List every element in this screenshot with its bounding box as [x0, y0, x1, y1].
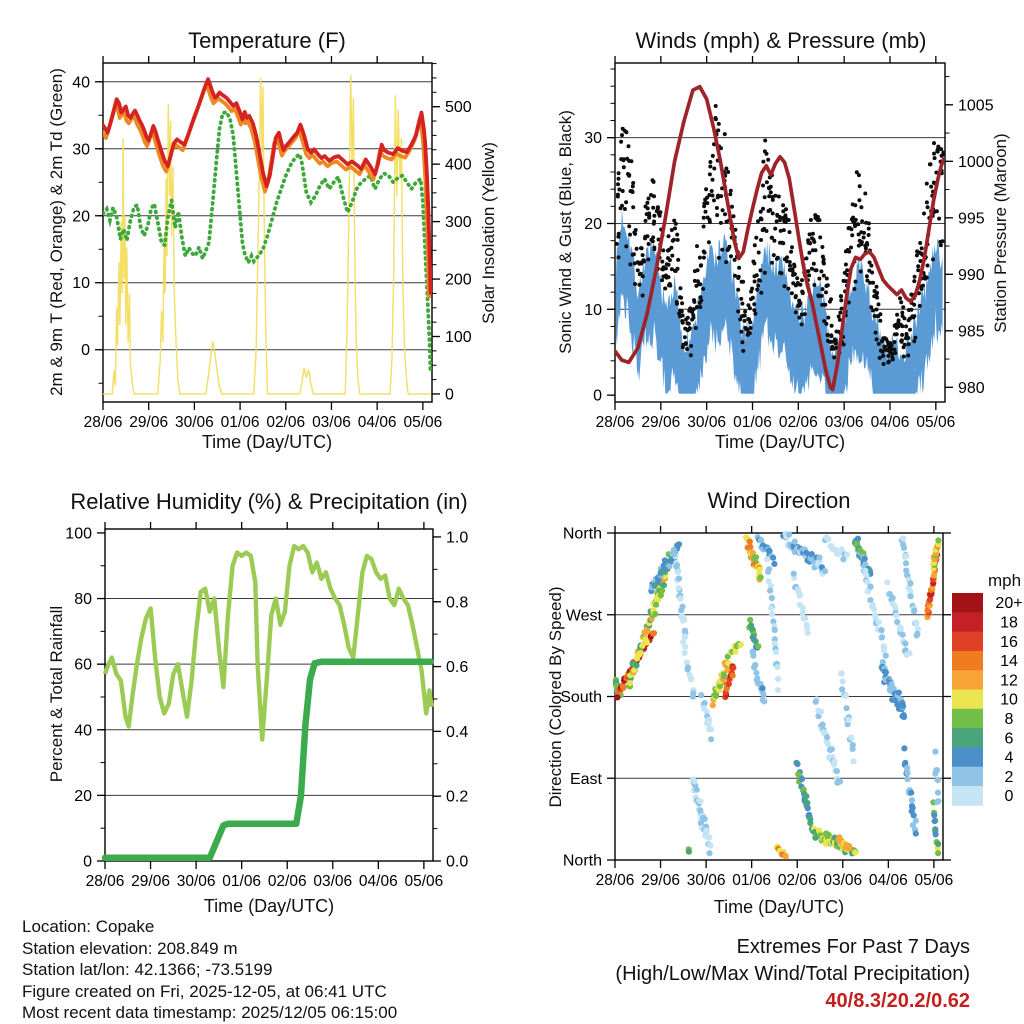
svg-text:02/06: 02/06 — [778, 414, 818, 431]
svg-text:12: 12 — [1000, 672, 1018, 690]
svg-text:05/06: 05/06 — [914, 872, 954, 889]
svg-text:8: 8 — [1004, 710, 1014, 728]
y-axis-label-pressure-right: Station Pressure (Maroon) — [991, 133, 1010, 333]
station-latlon: Station lat/lon: 42.1366; -73.5199 — [22, 960, 273, 979]
temperature-plot — [101, 75, 430, 394]
svg-text:30/06: 30/06 — [176, 873, 216, 890]
svg-text:16: 16 — [1000, 633, 1018, 651]
svg-text:01/06: 01/06 — [733, 414, 772, 431]
extremes-values: 40/8.3/20.2/0.62 — [825, 990, 970, 1012]
svg-text:6: 6 — [1004, 730, 1014, 748]
colorbar-title: mph — [988, 571, 1022, 590]
most-recent-data-timestamp: Most recent data timestamp: 2025/12/05 06:15:00 — [22, 1003, 398, 1022]
svg-text:0: 0 — [445, 386, 454, 404]
chart-title-wind-direction: Wind Direction — [707, 488, 851, 513]
svg-text:0.4: 0.4 — [446, 723, 469, 741]
svg-text:18: 18 — [1000, 614, 1018, 632]
svg-text:2: 2 — [1004, 768, 1014, 786]
svg-text:30/06: 30/06 — [687, 414, 727, 431]
svg-text:0: 0 — [83, 853, 92, 871]
humidity-line — [105, 546, 432, 740]
station-location: Location: Copake — [22, 917, 155, 936]
svg-text:05/06: 05/06 — [404, 873, 444, 890]
winds-pressure-plot — [615, 87, 946, 394]
station-elevation: Station elevation: 208.849 m — [22, 938, 238, 958]
svg-text:04/06: 04/06 — [358, 873, 398, 890]
svg-text:40: 40 — [72, 74, 90, 92]
svg-text:980: 980 — [958, 379, 985, 397]
sonic-wind-area — [616, 207, 943, 393]
svg-text:0.8: 0.8 — [446, 594, 469, 612]
humidity-precip-plot — [105, 546, 432, 858]
svg-text:0.0: 0.0 — [446, 853, 469, 871]
svg-text:1.0: 1.0 — [446, 529, 469, 547]
svg-text:80: 80 — [74, 591, 92, 609]
svg-text:03/06: 03/06 — [823, 872, 863, 889]
temp-2m-line — [103, 79, 431, 293]
svg-text:29/06: 29/06 — [131, 873, 170, 890]
svg-text:North: North — [562, 525, 602, 543]
svg-text:03/06: 03/06 — [313, 873, 353, 890]
svg-text:20: 20 — [74, 787, 92, 805]
svg-text:100: 100 — [445, 328, 472, 346]
x-axis-label-humidity: Time (Day/UTC) — [203, 896, 335, 916]
svg-text:1005: 1005 — [958, 97, 994, 115]
svg-text:20: 20 — [72, 208, 90, 226]
svg-text:04/06: 04/06 — [870, 414, 910, 431]
y-axis-label-solar-right: Solar Insolation (Yellow) — [479, 142, 498, 324]
svg-text:0: 0 — [81, 342, 90, 360]
svg-text:30: 30 — [72, 141, 90, 159]
svg-text:01/06: 01/06 — [222, 873, 262, 890]
speed-colorbar — [952, 593, 1023, 806]
svg-text:29/06: 29/06 — [129, 414, 169, 431]
svg-text:01/06: 01/06 — [732, 872, 772, 889]
svg-text:0: 0 — [1004, 788, 1014, 806]
svg-text:200: 200 — [445, 271, 472, 289]
svg-text:500: 500 — [445, 99, 472, 117]
svg-text:300: 300 — [445, 214, 472, 232]
svg-text:South: South — [560, 689, 602, 706]
svg-text:100: 100 — [65, 525, 92, 543]
svg-text:4: 4 — [1004, 749, 1014, 767]
y-axis-label-wind-left: Sonic Wind & Gust (Blue, Black) — [556, 110, 575, 354]
chart-title-humidity-precip: Relative Humidity (%) & Precipitation (in) — [70, 489, 468, 514]
svg-text:05/06: 05/06 — [916, 414, 956, 431]
figure-created-timestamp: Figure created on Fri, 2025-12-05, at 06:41 UTC — [22, 981, 387, 1001]
svg-text:20: 20 — [584, 215, 602, 233]
svg-text:10: 10 — [72, 275, 90, 293]
svg-text:20+: 20+ — [995, 595, 1023, 613]
svg-text:60: 60 — [74, 656, 92, 674]
y-axis-label-temperature-left: 2m & 9m T (Red, Orange) & 2m Td (Green) — [47, 68, 66, 396]
svg-text:30/06: 30/06 — [174, 414, 214, 431]
svg-text:1000: 1000 — [958, 153, 994, 171]
svg-text:400: 400 — [445, 156, 472, 174]
svg-text:985: 985 — [958, 323, 985, 341]
svg-text:28/06: 28/06 — [595, 414, 635, 431]
svg-text:30: 30 — [584, 130, 602, 148]
x-axis-label-wind-direction: Time (Day/UTC) — [713, 897, 845, 917]
svg-text:02/06: 02/06 — [267, 873, 307, 890]
svg-text:03/06: 03/06 — [312, 414, 351, 431]
svg-text:04/06: 04/06 — [357, 414, 397, 431]
svg-text:14: 14 — [1000, 653, 1018, 671]
wind-direction-dots — [613, 531, 942, 860]
svg-text:0.6: 0.6 — [446, 659, 469, 677]
y-axis-label-humidity-left: Percent & Total Rainfall — [47, 605, 66, 783]
page-title: Temperature (F) — [188, 28, 346, 53]
extremes-subheading: (High/Low/Max Wind/Total Precipitation) — [615, 963, 970, 985]
y-axis-label-direction-left: Direction (Colored By Speed) — [546, 586, 565, 808]
svg-text:28/06: 28/06 — [83, 414, 123, 431]
svg-text:10: 10 — [1000, 691, 1018, 709]
x-axis-label-temperature: Time (Day/UTC) — [201, 432, 333, 452]
extremes-summary — [615, 934, 970, 1015]
svg-text:28/06: 28/06 — [85, 873, 125, 890]
svg-text:995: 995 — [958, 210, 985, 228]
svg-text:03/06: 03/06 — [824, 414, 864, 431]
svg-text:40: 40 — [74, 722, 92, 740]
svg-text:04/06: 04/06 — [868, 872, 908, 889]
svg-text:29/06: 29/06 — [641, 414, 681, 431]
svg-text:30/06: 30/06 — [686, 872, 726, 889]
svg-text:05/06: 05/06 — [403, 414, 443, 431]
svg-text:10: 10 — [584, 301, 602, 319]
svg-text:01/06: 01/06 — [220, 414, 260, 431]
winds-pressure-axes — [584, 56, 993, 431]
svg-text:02/06: 02/06 — [777, 872, 817, 889]
svg-text:0: 0 — [593, 387, 602, 405]
svg-text:02/06: 02/06 — [266, 414, 306, 431]
svg-text:29/06: 29/06 — [641, 872, 680, 889]
svg-text:0.2: 0.2 — [446, 788, 469, 806]
svg-text:North: North — [562, 852, 602, 870]
station-info — [22, 916, 397, 1024]
x-axis-label-winds: Time (Day/UTC) — [714, 432, 846, 452]
svg-text:28/06: 28/06 — [595, 872, 635, 889]
extremes-heading: Extremes For Past 7 Days — [736, 936, 970, 958]
chart-title-winds-pressure: Winds (mph) & Pressure (mb) — [635, 28, 927, 53]
svg-text:West: West — [565, 607, 602, 625]
svg-text:990: 990 — [958, 266, 985, 284]
svg-text:East: East — [569, 770, 602, 788]
